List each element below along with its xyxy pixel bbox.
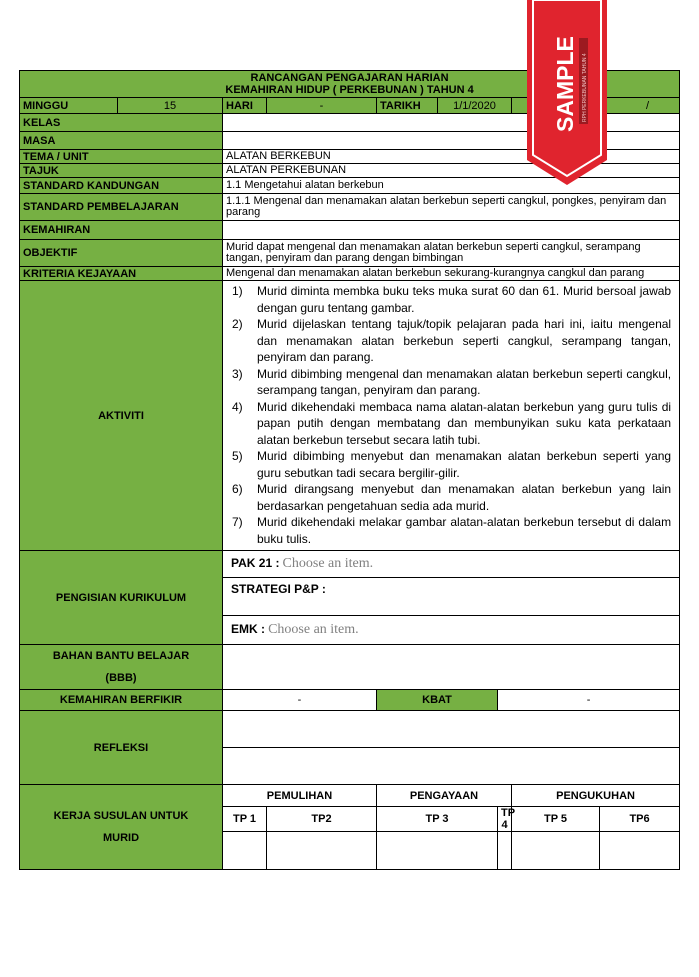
pengayaan-header: PENGAYAAN	[377, 785, 512, 807]
kbat-label: KBAT	[377, 690, 498, 711]
tp3-cell	[377, 832, 498, 870]
kbat-value: -	[498, 690, 680, 711]
kemahiran-value	[223, 221, 680, 240]
tajuk-value: ALATAN PERKEBUNAN	[223, 164, 680, 178]
standard-pembelajaran-value: 1.1.1 Mengenal dan menamakan alatan berkebun seperti cangkul, pongkes, penyiram dan parang	[223, 194, 680, 221]
tema-value: ALATAN BERKEBUN	[223, 150, 680, 164]
tp6-cell	[600, 832, 680, 870]
bbb-value	[223, 645, 680, 690]
objektif-value: Murid dapat mengenal dan menamakan alatan berkebun seperti cangkul, serampang tangan, penyiram dan parang dengan bimbingan	[223, 240, 680, 267]
info-extra-value: /	[536, 98, 680, 114]
tp6-header: TP6	[600, 807, 680, 832]
kelas-label: KELAS	[20, 114, 223, 132]
emk-label: EMK :	[231, 622, 265, 636]
emk-row	[223, 616, 680, 645]
aktiviti-item: 1) Murid diminta membka buku teks muka surat 60 dan 61. Murid bersoal jawab dengan guru tentang gambar.	[232, 284, 672, 315]
tp4-cell	[498, 832, 512, 870]
kemahiran-label: KEMAHIRAN	[20, 221, 223, 240]
pak21-dropdown[interactable]: Choose an item.	[282, 556, 374, 571]
watermark-subtext: RPH PERKEBUNAN TAHUN 4	[582, 53, 588, 122]
kriteria-label: KRITERIA KEJAYAAN	[20, 267, 223, 281]
sample-watermark	[527, 0, 607, 185]
aktiviti-item: 4) Murid dikehendaki membaca nama alatan-alatan berkebun yang guru tulis di papan putih dengan membatang dan membunyikan suku kata perkataan alatan berkebun tersebut secara latih tubi.	[232, 399, 672, 447]
tema-label: TEMA / UNIT	[20, 150, 223, 164]
strategi-row	[223, 578, 680, 616]
tp1-header: TP 1	[223, 807, 267, 832]
aktiviti-item: 2) Murid dijelaskan tentang tajuk/topik pelajaran pada hari ini, iaitu mengenal dan menamakan alatan berkebun seperti cangkul, serampang tangan, penyiram dan parang.	[232, 317, 672, 364]
refleksi-line-1	[223, 711, 680, 748]
tp2-header: TP2	[267, 807, 377, 832]
strategi-label: STRATEGI P&P :	[231, 582, 326, 596]
standard-kandungan-label: STANDARD KANDUNGAN	[20, 178, 223, 194]
refleksi-label: REFLEKSI	[20, 711, 223, 785]
tp5-header: TP 5	[512, 807, 600, 832]
aktiviti-list	[227, 283, 671, 547]
pemulihan-header: PEMULIHAN	[223, 785, 377, 807]
refleksi-line-2	[223, 748, 680, 785]
aktiviti-label: AKTIVITI	[20, 281, 223, 551]
tajuk-label: TAJUK	[20, 164, 223, 178]
minggu-label: MINGGU	[20, 98, 118, 114]
kelas-value	[223, 114, 680, 132]
tp3-header: TP 3	[377, 807, 498, 832]
pengukuhan-header: PENGUKUHAN	[512, 785, 680, 807]
title-line-2: KEMAHIRAN HIDUP ( PERKEBUNAN ) TAHUN 4	[225, 84, 474, 96]
kriteria-value: Mengenal dan menamakan alatan berkebun sekurang-kurangnya cangkul dan parang	[223, 267, 680, 281]
hari-value: -	[267, 98, 377, 114]
standard-kandungan-value: 1.1 Mengetahui alatan berkebun	[223, 178, 680, 194]
tarikh-value: 1/1/2020	[438, 98, 512, 114]
masa-value	[223, 132, 680, 150]
kemahiran-berfikir-value: -	[223, 690, 377, 711]
tp1-cell	[223, 832, 267, 870]
aktiviti-item: 6) Murid dirangsang menyebut dan menamakan alatan berkebun yang lain berdasarkan pengetahuan sedia ada murid.	[232, 482, 672, 513]
tp5-cell	[512, 832, 600, 870]
aktiviti-item: 5) Murid dibimbing menyebut dan menamakan alatan berkebun seperti yang guru sebutkan tadi secara bergilir-gilir.	[232, 449, 672, 480]
pak21-row	[223, 551, 680, 578]
masa-label: MASA	[20, 132, 223, 150]
emk-dropdown[interactable]: Choose an item.	[268, 622, 359, 637]
pak21-label: PAK 21 :	[231, 556, 280, 570]
objektif-label: OBJEKTIF	[20, 240, 223, 267]
kemahiran-berfikir-label: KEMAHIRAN BERFIKIR	[20, 690, 223, 711]
kurikulum-label: PENGISIAN KURIKULUM	[20, 551, 223, 645]
tp2-cell	[267, 832, 377, 870]
rph-document	[19, 70, 679, 870]
aktiviti-item: 3) Murid dibimbing mengenal dan menamakan alatan berkebun seperti cangkul, serampang tangan, penyiram dan parang.	[232, 366, 672, 397]
hari-label: HARI	[223, 98, 267, 114]
aktiviti-content	[223, 281, 680, 551]
rph-table	[19, 70, 680, 870]
tp4-header: TP 4	[498, 807, 512, 832]
kerja-susulan-label: KERJA SUSULAN UNTUK MURID	[20, 785, 223, 870]
standard-pembelajaran-label: STANDARD PEMBELAJARAN	[20, 194, 223, 221]
bbb-label: BAHAN BANTU BELAJAR (BBB)	[20, 645, 223, 690]
tarikh-label: TARIKH	[377, 98, 438, 114]
minggu-value: 15	[118, 98, 223, 114]
watermark-text: SAMPLE	[552, 36, 578, 132]
aktiviti-item: 7) Murid dikehendaki melakar gambar alatan-alatan berkebun tersebut di dalam buku tulis.	[232, 515, 672, 546]
title-line-1: RANCANGAN PENGAJARAN HARIAN	[250, 72, 449, 84]
